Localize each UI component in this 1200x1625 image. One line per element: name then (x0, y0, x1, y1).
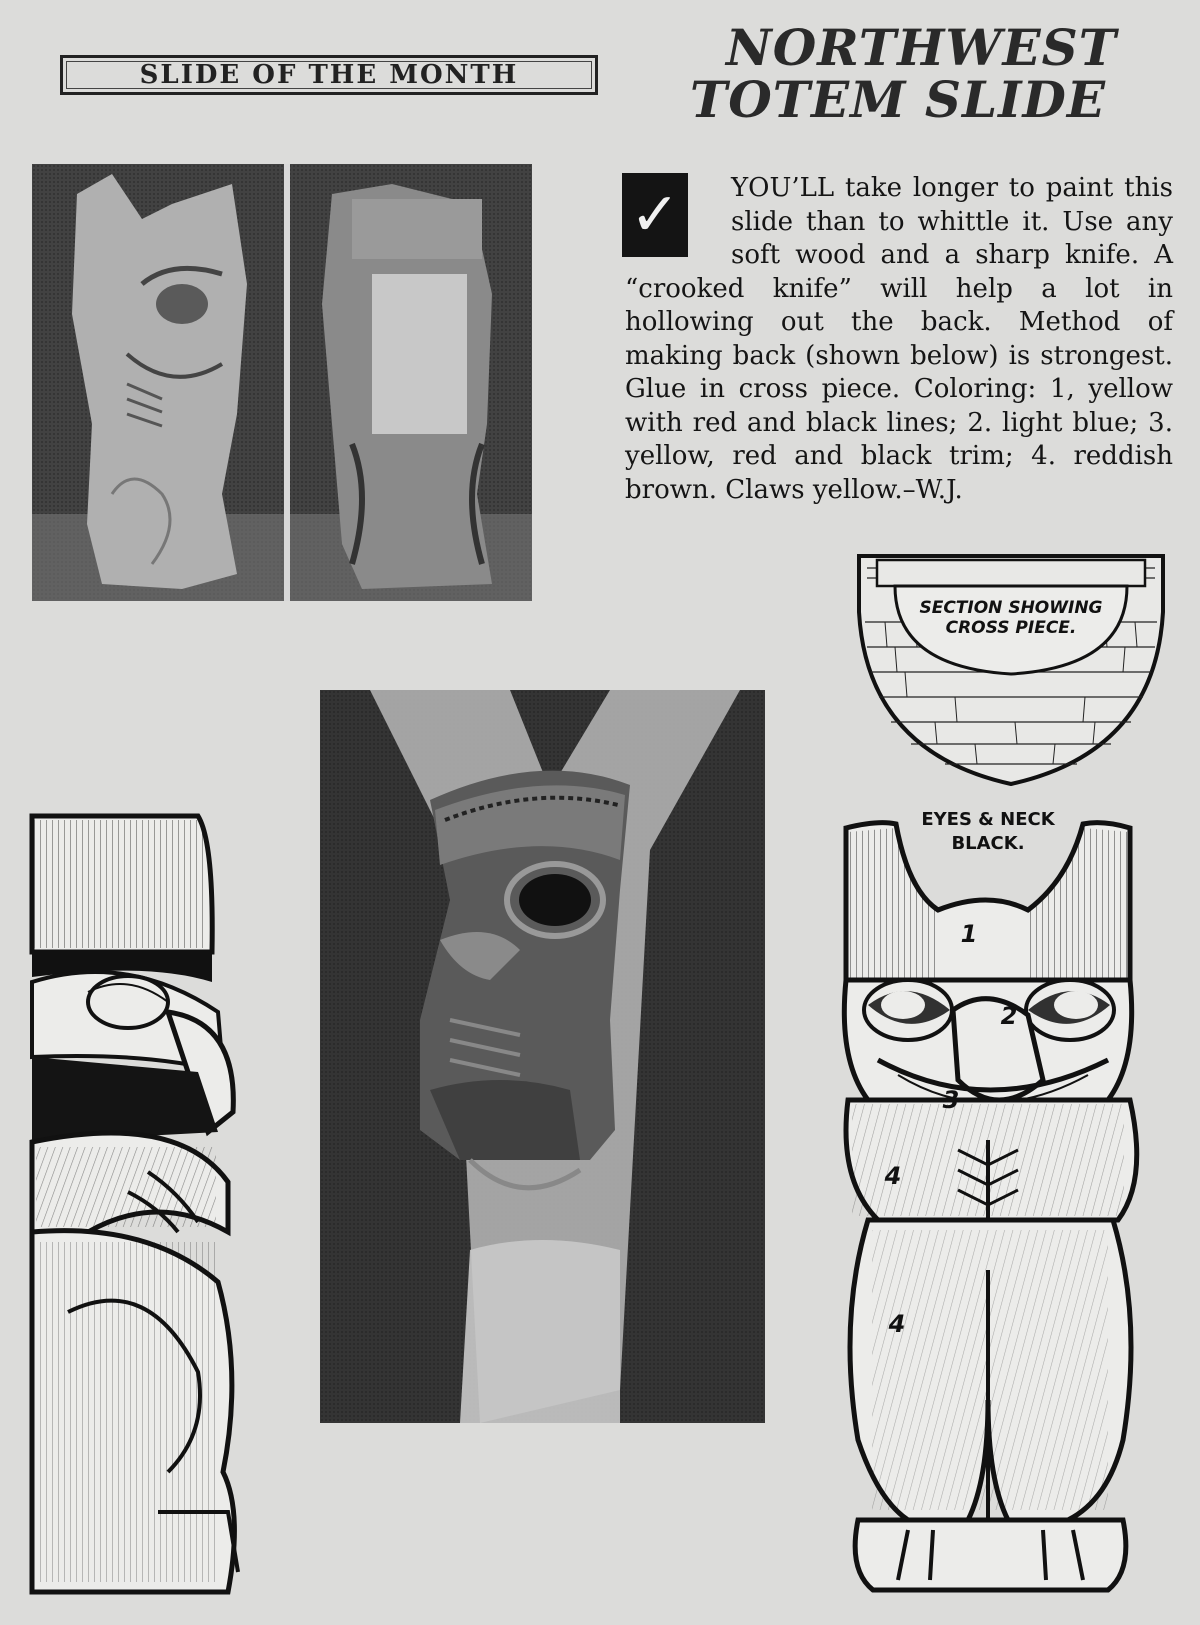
color-region-4-legs: 4 (888, 1310, 906, 1338)
section-label-line-2: CROSS PIECE. (945, 618, 1077, 638)
eyes-neck-note-line-2: BLACK. (951, 833, 1025, 854)
check-mark-icon: ✓ (629, 180, 681, 250)
totem-slide-worn-photo (320, 690, 765, 1423)
slide-of-the-month-banner (60, 55, 598, 95)
section-label-line-1: SECTION SHOWING (919, 598, 1103, 618)
banner-text: SLIDE OF THE MONTH (139, 60, 519, 90)
cross-section-diagram (855, 552, 1167, 789)
article-body (625, 172, 1173, 507)
color-region-4-chest: 4 (884, 1162, 902, 1190)
carved-slide-photo-pair (32, 164, 532, 601)
color-region-1: 1 (960, 920, 978, 948)
title-line-1: NORTHWEST (726, 18, 1117, 77)
color-region-2: 2 (1000, 1002, 1018, 1030)
eyes-neck-note-line-1: EYES & NECK (921, 809, 1055, 830)
front-view-drawing (838, 800, 1183, 1600)
color-region-3: 3 (942, 1086, 960, 1114)
side-view-drawing (28, 812, 250, 1602)
article-title (690, 18, 1160, 129)
article-text: YOU’LL take longer to paint this slide than to whittle it. Use any soft wood and a sharp knife. A “crooked knife” will help a lot in hollowing out the back. Method of making back (shown below) is strongest. Glue in cross piece. Coloring: 1, yellow with red and black lines; 2. light blue; 3. yellow, red and black trim; 4. reddish brown. Claws yellow.–W.J. (625, 173, 1173, 505)
title-line-2: TOTEM SLIDE (690, 70, 1106, 129)
